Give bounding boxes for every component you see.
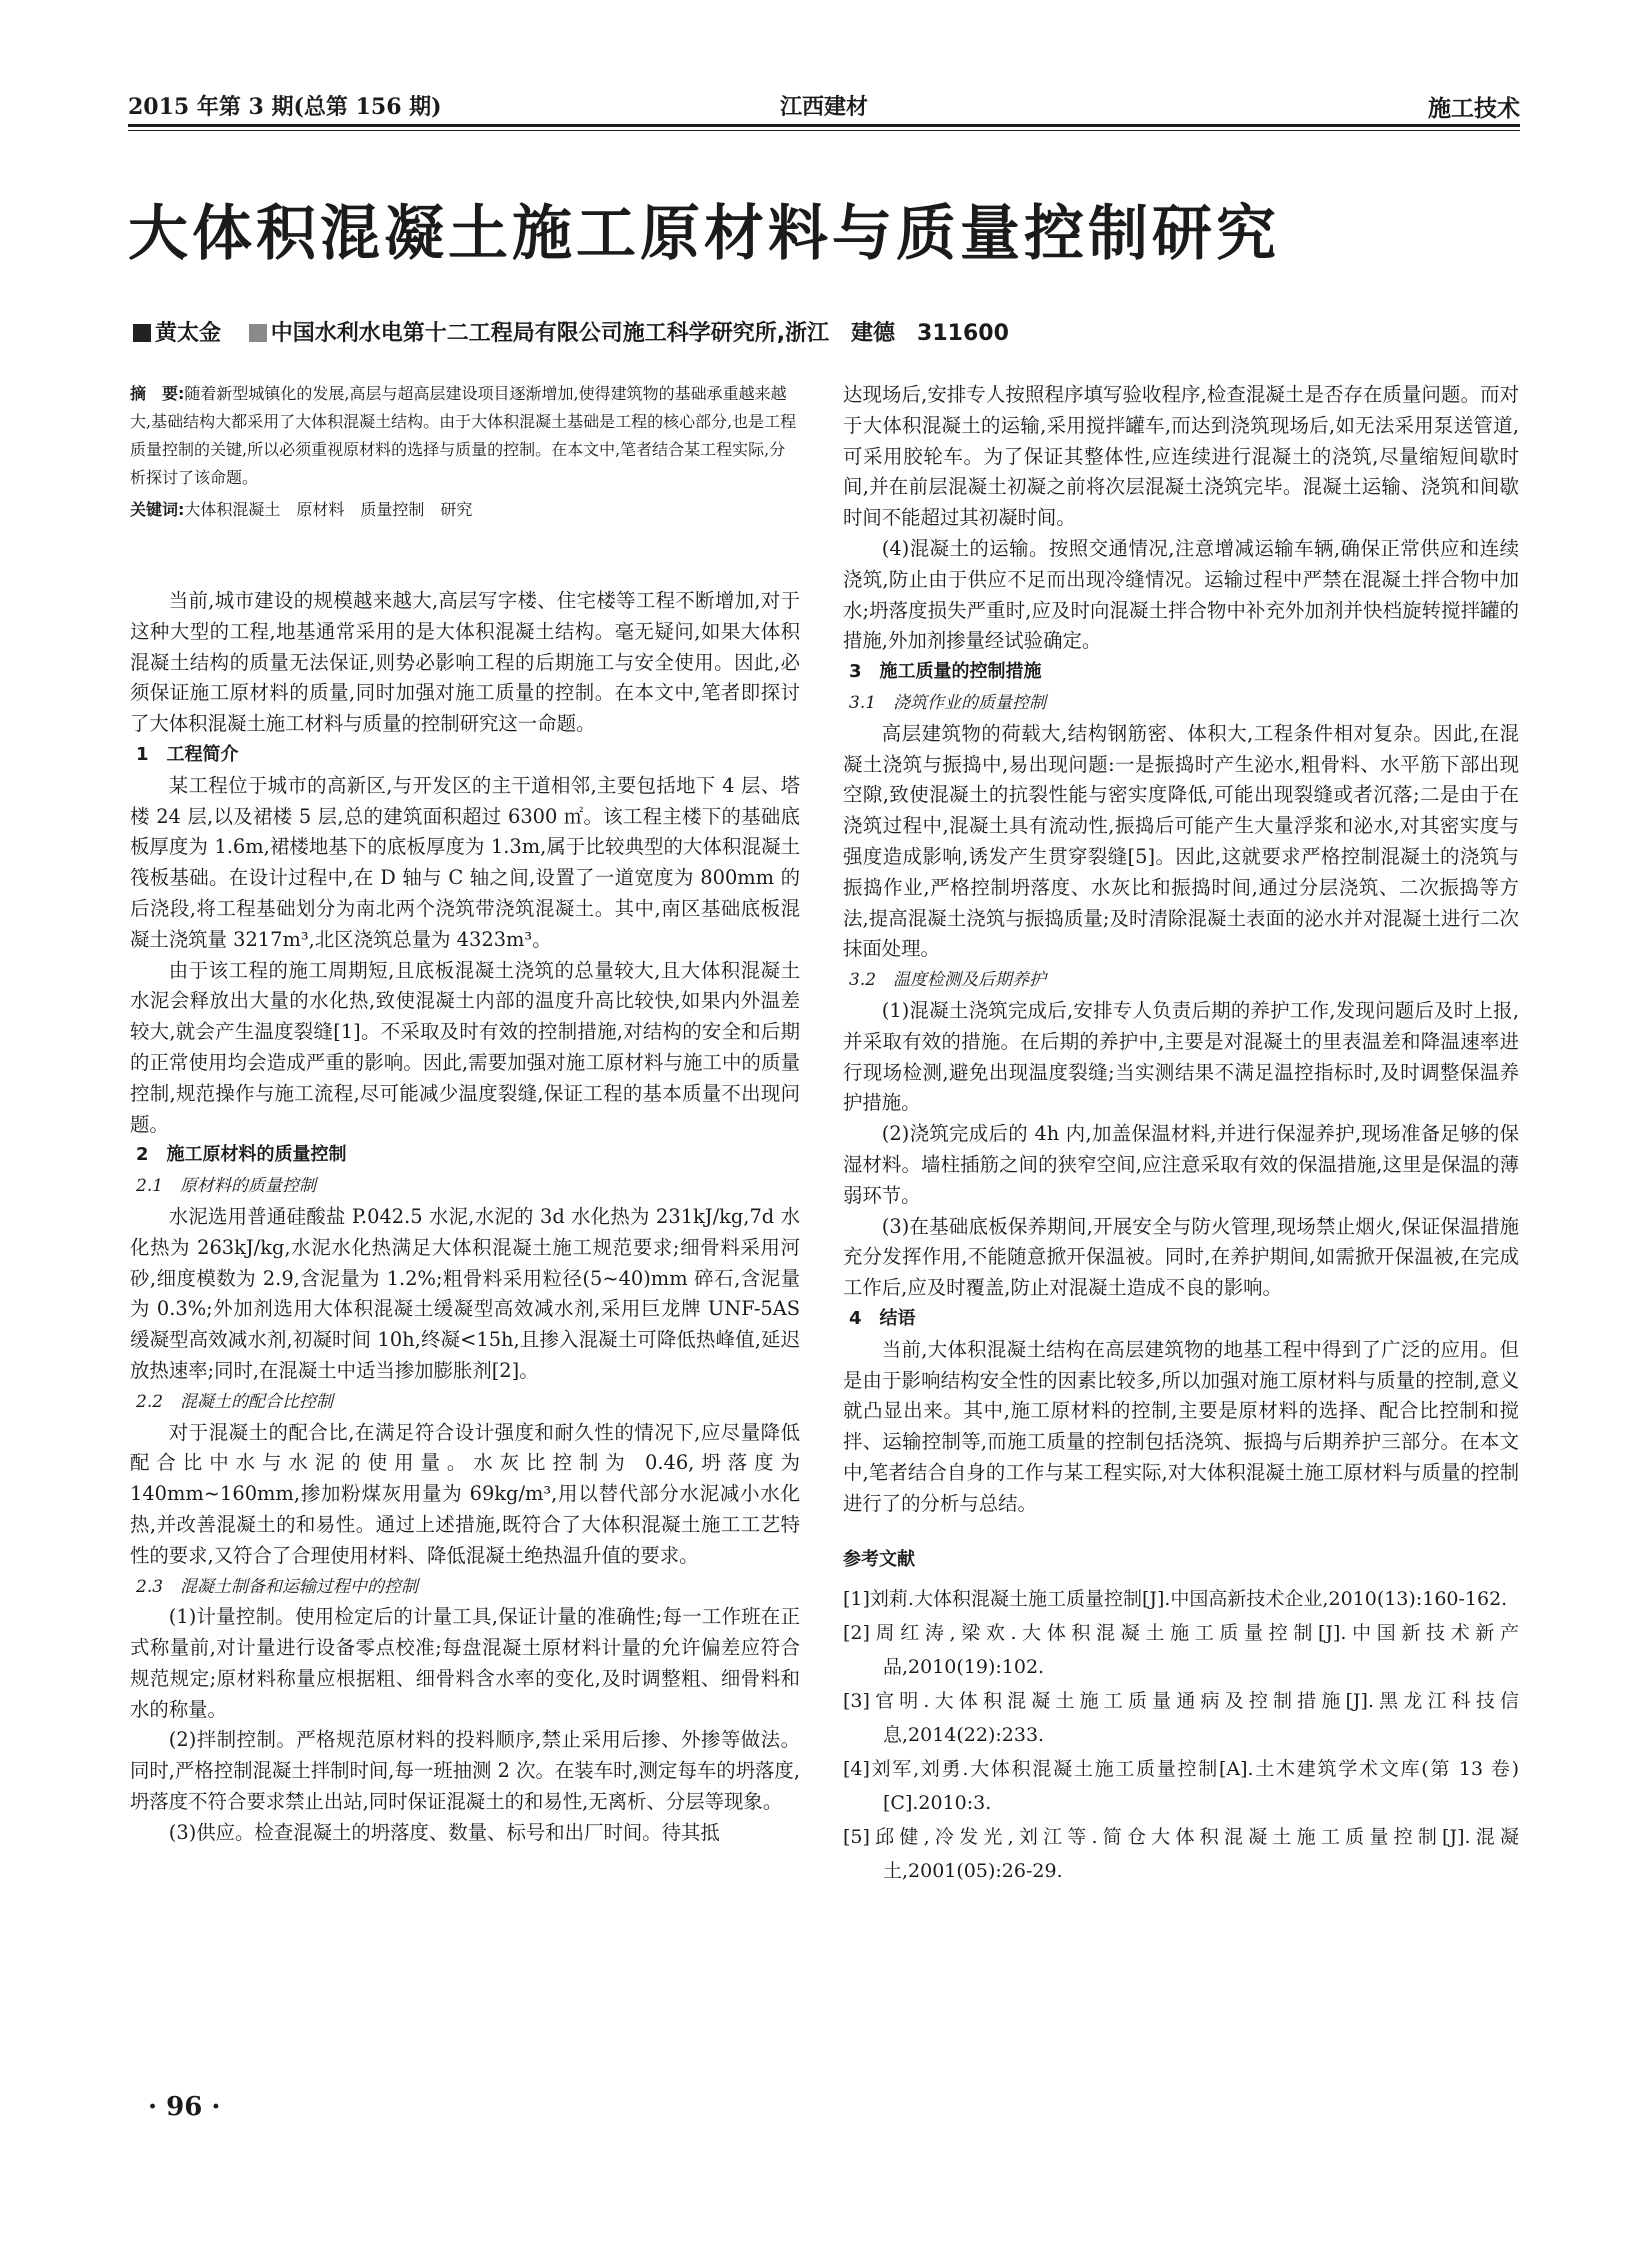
reference-item: [3]官明.大体积混凝土施工质量通病及控制措施[J].黑龙江科技信息,2014(22):233. — [843, 1690, 1519, 1747]
paragraph: (4)混凝土的运输。按照交通情况,注意增减运输车辆,确保正常供应和连续浇筑,防止由于供应不足而出现冷缝情况。运输过程中严禁在混凝土拌合物中加水;坍落度损失严重时,应及时向混凝土拌合物中补充外加剂并快档旋转搅拌罐的措施,外加剂掺量经试验确定。 — [843, 536, 1519, 653]
abstract — [130, 380, 800, 492]
paragraph: (1)混凝土浇筑完成后,安排专人负责后期的养护工作,发现问题后及时上报,并采取有效的措施。在后期的养护中,主要是对混凝土的里表温差和降温速率进行现场检测,避免出现温度裂缝;当实测结果不满足温控指标时,及时调整保温养护措施。 — [843, 998, 1519, 1115]
right-column — [843, 380, 1519, 1888]
subsection-heading: 3.2 温度检测及后期养护 — [849, 970, 1047, 991]
header-rule-thick — [128, 124, 1520, 127]
paragraph: 当前,城市建设的规模越来越大,高层写字楼、住宅楼等工程不断增加,对于这种大型的工程,地基通常采用的是大体积混凝土结构。毫无疑问,如果大体积混凝土结构的质量无法保证,则势必影响工程的后期施工与安全使用。因此,必须保证施工原材料的质量,同时加强对施工质量的控制。在本文中,笔者即探讨了大体积混凝土施工材料与质量的控制研究这一命题。 — [130, 589, 800, 736]
reference-item: [5]邱健,冷发光,刘江等.简仓大体积混凝土施工质量控制[J].混凝土,2001(05):26-29. — [843, 1826, 1519, 1883]
left-column — [130, 586, 800, 1849]
subsection-heading: 2.3 混凝土制备和运输过程中的控制 — [136, 1576, 419, 1597]
paragraph: (3)在基础底板保养期间,开展安全与防火管理,现场禁止烟火,保证保温措施充分发挥作用,不能随意掀开保温被。同时,在养护期间,如需掀开保温被,在完成工作后,应及时覆盖,防止对混凝土造成不良的影响。 — [843, 1214, 1519, 1300]
paragraph: (2)拌制控制。严格规范原材料的投料顺序,禁止采用后掺、外掺等做法。同时,严格控制混凝土拌制时间,每一班抽测 2 次。在装车时,测定每车的坍落度,坍落度不符合要求禁止出站,同时保证混凝土的和易性,无离析、分层等现象。 — [130, 1728, 800, 1814]
reference-item: [4]刘军,刘勇.大体积混凝土施工质量控制[A].土木建筑学术文库(第 13 卷)[C].2010:3. — [843, 1758, 1519, 1815]
keywords-label: 关键词: — [130, 500, 185, 519]
header-rule-thin — [128, 130, 1520, 131]
paragraph: (2)浇筑完成后的 4h 内,加盖保温材料,并进行保湿养护,现场准备足够的保湿材料。墙柱插筋之间的狭窄空间,应注意采取有效的保温措施,这里是保温的薄弱环节。 — [843, 1122, 1519, 1207]
paragraph: 某工程位于城市的高新区,与开发区的主干道相邻,主要包括地下 4 层、塔楼 24 层,以及裙楼 5 层,总的建筑面积超过 6300 ㎡。该工程主楼下的基础底板厚度为 1.6m,裙楼地基下的底板厚度为 1.3m,属于比较典型的大体积混凝土筏板基础。在设计过程中,在 D 轴与 C 轴之间,设置了一道宽度为 800mm 的后浇段,将工程基础划分为南北两个浇筑带浇筑混凝土。其中,南区基础底板混凝土浇筑量 3217m³,北区浇筑总量为 4323m³。 — [130, 773, 800, 951]
black-square-icon — [133, 324, 151, 342]
subsection-heading: 2.2 混凝土的配合比控制 — [136, 1391, 334, 1412]
reference-item: [2]周红涛,梁欢.大体积混凝土施工质量控制[J].中国新技术新产品,2010(19):102. — [843, 1622, 1519, 1679]
journal-name: 江西建材 — [779, 94, 868, 120]
author-line — [133, 316, 1009, 347]
page-number: · 96 · — [148, 2092, 221, 2122]
keywords — [130, 496, 800, 524]
section-heading: 2 施工原材料的质量控制 — [136, 1144, 347, 1166]
abstract-label: 摘 要: — [130, 384, 185, 403]
issue-info: 2015 年第 3 期(总第 156 期) — [128, 94, 442, 120]
references-heading: 参考文献 — [843, 1549, 915, 1571]
section-heading: 4 结语 — [849, 1307, 916, 1329]
paragraph: 水泥选用普通硅酸盐 P.042.5 水泥,水泥的 3d 水化热为 231kJ/kg,7d 水化热为 263kJ/kg,水泥水化热满足大体积混凝土施工规范要求;细骨料采用河砂,细度模数为 2.9,含泥量为 1.2%;粗骨料采用粒径(5~40)mm 碎石,含泥量为 0.3%;外加剂选用大体积混凝土缓凝型高效减水剂,采用巨龙牌 UNF-5AS 缓凝型高效减水剂,初凝时间 10h,终凝<15h,且掺入混凝土可降低热峰值,延迟放热速率;同时,在混凝土中适当掺加膨胀剂[2]。 — [130, 1204, 800, 1382]
subsection-heading: 2.1 原材料的质量控制 — [136, 1176, 317, 1197]
grey-square-icon — [249, 324, 267, 342]
section-heading: 1 工程简介 — [136, 743, 239, 765]
abstract-block — [130, 380, 800, 524]
subsection-heading: 3.1 浇筑作业的质量控制 — [849, 692, 1047, 713]
paragraph: (3)供应。检查混凝土的坍落度、数量、标号和出厂时间。待其抵 — [168, 1820, 720, 1844]
paragraph: 达现场后,安排专人按照程序填写验收程序,检查混凝土是否存在质量问题。而对于大体积混凝土的运输,采用搅拌罐车,而达到浇筑现场后,如无法采用泵送管道,可采用胶轮车。为了保证其整体性,应连续进行混凝土的浇筑,尽量缩短间歇时间,并在前层混凝土初凝之前将次层混凝土浇筑完毕。混凝土运输、浇筑和间歇时间不能超过其初凝时间。 — [843, 383, 1519, 530]
reference-item: [1]刘莉.大体积混凝土施工质量控制[J].中国高新技术企业,2010(13):160-162. — [843, 1588, 1508, 1611]
section-name: 施工技术 — [1428, 95, 1520, 122]
keywords-text: 大体积混凝土 原材料 质量控制 研究 — [184, 500, 473, 519]
paragraph: 对于混凝土的配合比,在满足符合设计强度和耐久性的情况下,应尽量降低配合比中水与水泥的使用量。水灰比控制为 0.46,坍落度为 140mm~160mm,掺加粉煤灰用量为 69kg/m³,用以替代部分水泥减小水化热,并改善混凝土的和易性。通过上述措施,既符合了大体积混凝土施工工艺特性的要求,又符合了合理使用材料、降低混凝土绝热温升值的要求。 — [130, 1420, 800, 1567]
paragraph: 当前,大体积混凝土结构在高层建筑物的地基工程中得到了广泛的应用。但是由于影响结构安全性的因素比较多,所以加强对施工原材料与质量的控制,意义就凸显出来。其中,施工原材料的控制,主要是原材料的选择、配合比控制和搅拌、运输控制等,而施工质量的控制包括浇筑、振捣与后期养护三部分。在本文中,笔者结合自身的工作与某工程实际,对大体积混凝土施工原材料与质量的控制进行了的分析与总结。 — [843, 1337, 1519, 1515]
paragraph: (1)计量控制。使用检定后的计量工具,保证计量的准确性;每一工作班在正式称量前,对计量进行设备零点校准;每盘混凝土原材料计量的允许偏差应符合规范规定;原材料称量应根据粗、细骨料含水率的变化,及时调整粗、细骨料和水的称量。 — [130, 1605, 800, 1721]
paragraph: 由于该工程的施工周期短,且底板混凝土浇筑的总量较大,且大体积混凝土水泥会释放出大量的水化热,致使混凝土内部的温度升高比较快,如果内外温差较大,就会产生温度裂缝[1]。不采取及时有效的控制措施,对结构的安全和后期的正常使用均会造成严重的影响。因此,需要加强对施工原材料与施工中的质量控制,规范操作与施工流程,尽可能减少温度裂缝,保证工程的基本质量不出现问题。 — [130, 958, 800, 1136]
author-name: 黄太金 — [155, 321, 222, 346]
article-title: 大体积混凝土施工原材料与质量控制研究 — [128, 199, 1280, 269]
abstract-text: 随着新型城镇化的发展,高层与超高层建设项目逐渐增加,使得建筑物的基础承重越来越大,基础结构大都采用了大体积混凝土结构。由于大体积混凝土基础是工程的核心部分,也是工程质量控制的关键,所以必须重视原材料的选择与质量的控制。在本文中,笔者结合某工程实际,分析探讨了该命题。 — [130, 384, 797, 487]
section-heading: 3 施工质量的控制措施 — [849, 661, 1042, 683]
author-affiliation: 中国水利水电第十二工程局有限公司施工科学研究所,浙江 建德 311600 — [270, 321, 1009, 346]
paragraph: 高层建筑物的荷载大,结构钢筋密、体积大,工程条件相对复杂。因此,在混凝土浇筑与振捣中,易出现问题:一是振捣时产生泌水,粗骨料、水平筋下部出现空隙,致使混凝土的抗裂性能与密实度降低,可能出现裂缝或者沉落;二是由于在浇筑过程中,混凝土具有流动性,振捣后可能产生大量浮浆和泌水,对其密实度与强度造成影响,诱发产生贯穿裂缝[5]。因此,这就要求严格控制混凝土的浇筑与振捣作业,严格控制坍落度、水灰比和振捣时间,通过分层浇筑、二次振捣等方法,提高混凝土浇筑与振捣质量;及时清除混凝土表面的泌水并对混凝土进行二次抹面处理。 — [843, 721, 1519, 961]
